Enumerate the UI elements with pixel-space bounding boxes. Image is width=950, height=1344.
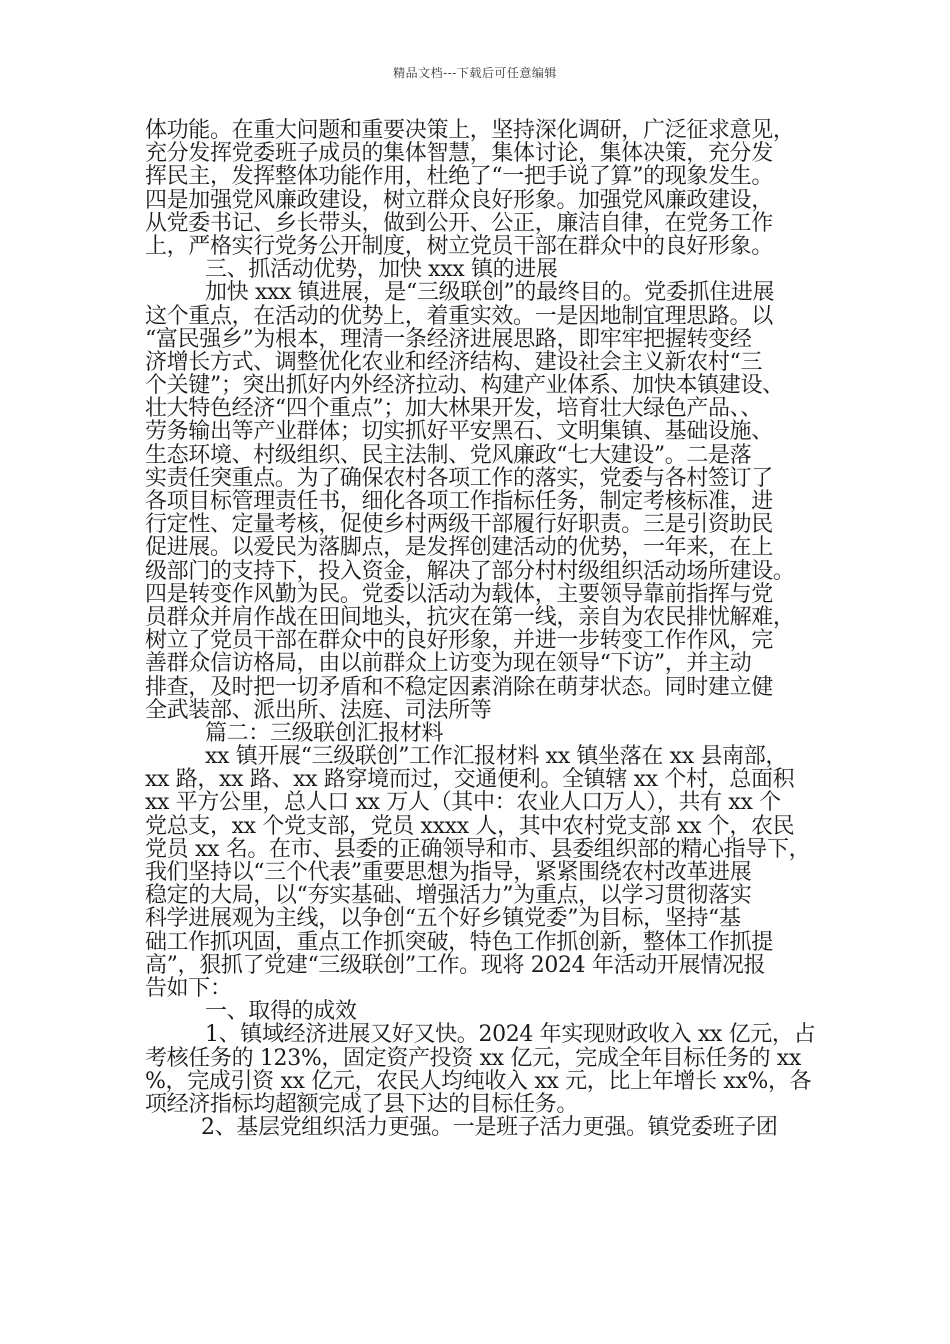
text-line: 告如下：	[145, 975, 232, 1001]
text-line: 员群众并肩作战在田间地头，抗灾在第一线，亲自为农民排忧解难，	[145, 604, 795, 630]
text-line: 各项目标管理责任书，细化各项工作指标任务，制定考核标准，进	[145, 489, 773, 514]
text-line: xx 镇开展“三级联创”工作汇报材料 xx 镇坐落在 xx 县南部，	[205, 744, 788, 770]
text-line: 础工作抓巩固，重点工作抓突破，特色工作抓创新，整体工作抓提	[145, 929, 773, 955]
text-line: 济增长方式、调整优化农业和经济结构、建设社会主义新农村“三	[145, 349, 763, 375]
page-header: 精品文档---下载后可任意编辑	[393, 66, 557, 80]
text-line: 稳定的大局，以“夯实基础、增强活力”为重点，以学习贯彻落实	[145, 883, 752, 909]
text-line: 考核任务的 123%，固定资产投资 xx 亿元，完成全年目标任务的 xx	[145, 1045, 801, 1071]
text-line: xx 平方公里，总人口 xx 万人（其中：农业人口万人），共有 xx 个	[145, 790, 781, 816]
text-line: 篇二：三级联创汇报材料	[205, 720, 444, 746]
text-line: 一、取得的成效	[205, 999, 357, 1025]
text-line: 行定性、定量考核，促使乡村两级干部履行好职责。三是引资助民	[145, 512, 773, 538]
text-line: 我们坚持以“三个代表”重要思想为指导，紧紧围绕农村改革进展	[145, 860, 752, 885]
text-line: 体功能。在重大问题和重要决策上，坚持深化调研，广泛征求意见，	[145, 118, 795, 143]
text-line: 树立了党员干部在群众中的良好形象，并进一步转变工作作风，完	[145, 628, 773, 654]
text-line: 这个重点，在活动的优势上，着重实效。一是因地制宜理思路。以	[145, 303, 773, 329]
text-line: 党员 xx 名。在市、县委的正确领导和市、县委组织部的精心指导下，	[145, 836, 811, 862]
text-line: 科学进展观为主线，以争创“五个好乡镇党委”为目标，坚持“基	[145, 906, 741, 932]
text-line: 壮大特色经济“四个重点”；加大林果开发，培育壮大绿色产品、、	[145, 396, 762, 422]
text-line: 个关键”；突出抓好内外经济拉动、构建产业体系、加快本镇建设、	[145, 373, 784, 399]
text-line: 充分发挥党委班子成员的集体智慧，集体讨论，集体决策，充分发	[145, 141, 773, 167]
text-line: 四是转变作风勤为民。党委以活动为载体，主要领导靠前指挥与党	[145, 581, 773, 607]
text-line: 上，严格实行党务公开制度，树立党员干部在群众中的良好形象。	[145, 233, 773, 259]
text-line: 促进展。以爱民为落脚点，是发挥创建活动的优势，一年来，在上	[145, 535, 773, 561]
text-line: %，完成引资 xx 亿元，农民人均纯收入 xx 元，比上年增长 xx%，各	[145, 1068, 812, 1094]
text-line: 党总支，xx 个党支部，党员 xxxx 人，其中农村党支部 xx 个，农民	[145, 813, 795, 839]
text-line: 全武装部、派出所、法庭、司法所等	[145, 697, 492, 723]
text-line: 2、基层党组织活力更强。一是班子活力更强。镇党委班子团	[201, 1115, 778, 1141]
text-line: 生态环境、村级组织、民主法制、党风廉政“七大建设”。二是落	[145, 442, 752, 468]
text-line: 排查，及时把一切矛盾和不稳定因素消除在萌芽状态。同时建立健	[145, 674, 773, 700]
text-line: 四是加强党风廉政建设，树立群众良好形象。加强党风廉政建设，	[145, 187, 773, 213]
text-line: 实责任突重点。为了确保农村各项工作的落实，党委与各村签订了	[145, 465, 773, 491]
text-line: 三、抓活动优势，加快 xxx 镇的进展	[205, 257, 558, 283]
text-line: 从党委书记、乡长带头，做到公开、公正，廉洁自律，在党务工作	[145, 210, 773, 236]
text-line: 级部门的支持下，投入资金，解决了部分村村级组织活动场所建设。	[145, 558, 795, 584]
document-body	[145, 118, 816, 1141]
text-line: 劳务输出等产业群体；切实抓好平安黑石、文明集镇、基础设施、	[145, 419, 773, 445]
text-line: 项经济指标均超额完成了县下达的目标任务。	[145, 1091, 579, 1117]
text-line: “富民强乡”为根本，理清一条经济进展思路，即牢牢把握转变经	[145, 326, 752, 352]
text-line: xx 路，xx 路、xx 路穿境而过，交通便利。全镇辖 xx 个村，总面积	[145, 767, 795, 793]
text-line: 善群众信访格局，由以前群众上访变为现在领导“下访”，并主动	[145, 651, 752, 677]
text-line: 高”，狠抓了党建“三级联创”工作。现将 2024 年活动开展情况报	[145, 952, 766, 978]
text-line: 加快 xxx 镇进展，是“三级联创”的最终目的。党委抓住进展	[205, 280, 775, 306]
text-line: 挥民主，发挥整体功能作用，杜绝了“一把手说了算”的现象发生。	[145, 164, 773, 190]
text-line: 1、镇域经济进展又好又快。2024 年实现财政收入 xx 亿元，占	[205, 1022, 816, 1048]
